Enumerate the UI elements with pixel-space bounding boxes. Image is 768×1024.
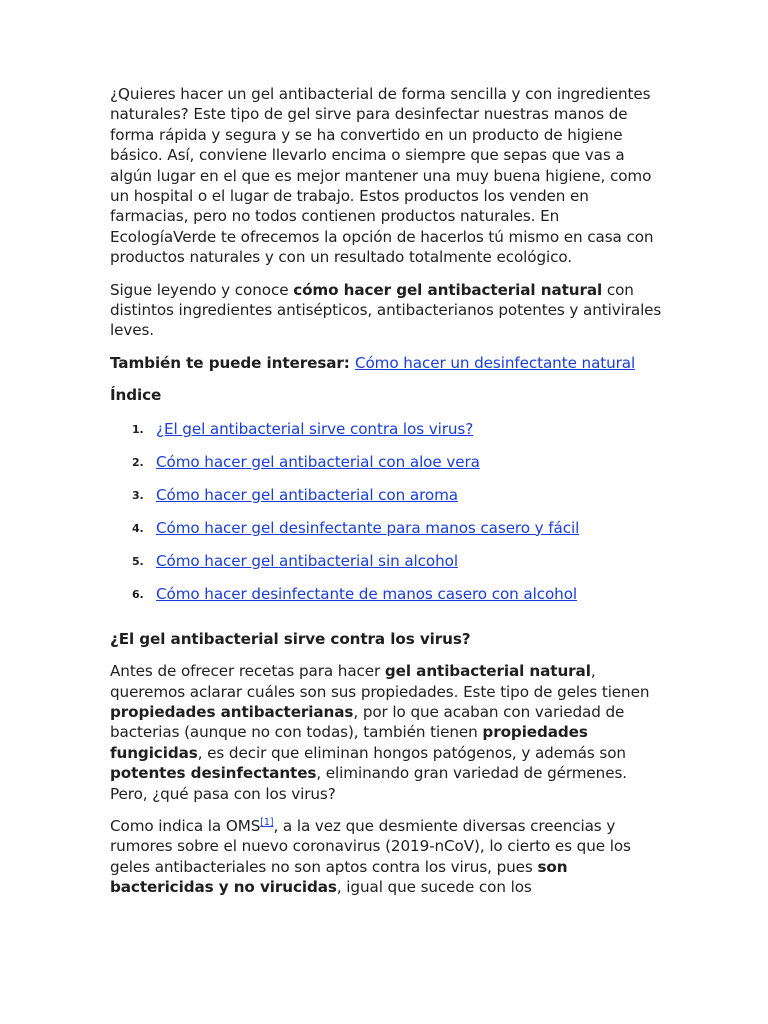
toc-number: 3. bbox=[132, 488, 144, 502]
toc-number: 5. bbox=[132, 554, 144, 568]
index-heading: Índice bbox=[110, 386, 162, 405]
toc-item-1 bbox=[110, 419, 662, 452]
toc-number: 1. bbox=[132, 422, 144, 436]
read-on-text-end: con distintos ingredientes antisépticos, antibacterianos potentes y antivirales leves. bbox=[110, 280, 662, 340]
toc-item-4 bbox=[110, 518, 662, 551]
toc-link-casero[interactable]: Cómo hacer gel desinfectante para manos casero y fácil bbox=[156, 518, 580, 537]
text-run: , igual que sucede con los bbox=[336, 878, 532, 897]
intro-paragraph: ¿Quieres hacer un gel antibacterial de forma sencilla y con ingredientes naturales? Este tipo de gel sirve para desinfectar nuestras manos de forma rápida y segura y se ha convertido en un producto de higiene básico. Así, conviene llevarlo encima o siempre que sepas que vas a algún lugar en el que es mejor mantener una muy buena higiene, como un hospital o el lugar de trabajo. Estos productos los venden en farmacias, pero no todos contienen productos naturales. En EcologíaVerde te ofrecemos la opción de hacerlos tú mismo en casa con productos naturales y con un resultado totalmente ecológico. bbox=[110, 85, 654, 267]
toc-number: 4. bbox=[132, 521, 144, 535]
toc-link-con-alcohol[interactable]: Cómo hacer desinfectante de manos casero con alcohol bbox=[156, 584, 578, 603]
toc-item-5 bbox=[110, 551, 662, 584]
bold-run: son bactericidas y no virucidas bbox=[110, 857, 568, 897]
read-on-text: Sigue leyendo y conoce bbox=[110, 280, 294, 299]
bold-run: propiedades fungicidas bbox=[110, 723, 588, 762]
toc-number: 2. bbox=[132, 455, 144, 469]
text-run: , eliminando gran variedad de gérmenes. Pero, ¿qué pasa con los virus? bbox=[110, 764, 627, 803]
toc-link-aloe-vera[interactable]: Cómo hacer gel antibacterial con aloe vera bbox=[156, 452, 480, 471]
toc-link-aroma[interactable]: Cómo hacer gel antibacterial con aroma bbox=[156, 485, 458, 504]
properties-paragraph bbox=[110, 661, 662, 804]
section-heading: ¿El gel antibacterial sirve contra los virus? bbox=[110, 629, 471, 648]
text-run: , a la vez que desmiente diversas creencias y rumores sobre el nuevo coronavirus (2019-nCoV), lo cierto es que los geles antibacteriales no son aptos contra los virus, pues bbox=[110, 816, 631, 876]
text-run: Antes de ofrecer recetas para hacer bbox=[110, 662, 385, 681]
bold-run: potentes desinfectantes bbox=[110, 764, 317, 783]
text-run: , queremos aclarar cuáles son sus propiedades. Este tipo de geles tienen bbox=[110, 662, 650, 701]
oms-paragraph bbox=[110, 816, 662, 898]
related-label: También te puede interesar: bbox=[110, 353, 355, 372]
toc-link-virus[interactable]: ¿El gel antibacterial sirve contra los virus? bbox=[156, 419, 474, 438]
text-run: Como indica la OMS bbox=[110, 816, 261, 835]
text-run: , es decir que eliminan hongos patógenos, y además son bbox=[197, 743, 626, 762]
toc-item-3 bbox=[110, 485, 662, 518]
toc-item-6 bbox=[110, 584, 662, 617]
bold-run: gel antibacterial natural bbox=[384, 662, 591, 681]
related-article bbox=[110, 353, 662, 373]
reference-link[interactable]: [1] bbox=[260, 816, 274, 828]
related-link[interactable]: Cómo hacer un desinfectante natural bbox=[354, 353, 636, 372]
toc-number: 6. bbox=[132, 587, 144, 601]
toc-link-sin-alcohol[interactable]: Cómo hacer gel antibacterial sin alcohol bbox=[156, 551, 458, 570]
read-on-paragraph bbox=[110, 280, 662, 341]
text-run: , por lo que acaban con variedad de bacterias (aunque no con todas), también tienen bbox=[110, 702, 625, 742]
bold-run: propiedades antibacterianas bbox=[110, 702, 354, 721]
toc-item-2 bbox=[110, 452, 662, 485]
article-body bbox=[110, 84, 662, 910]
read-on-highlight: cómo hacer gel antibacterial natural bbox=[293, 280, 603, 299]
table-of-contents bbox=[110, 419, 662, 617]
